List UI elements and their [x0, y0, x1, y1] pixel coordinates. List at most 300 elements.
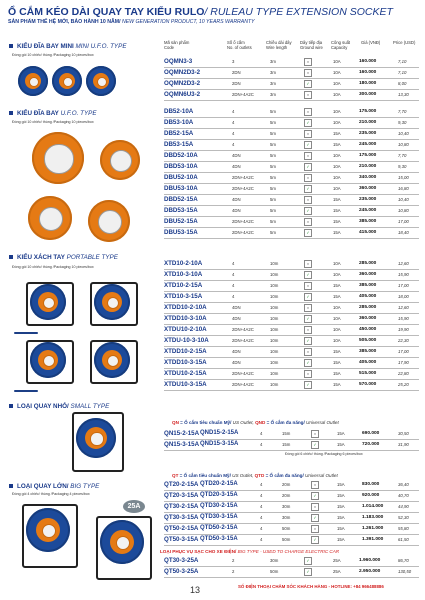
price-vnd: 1.261.000 [362, 526, 384, 531]
legend-text-qn: = Ổ cắm tiêu chuẩn Mỹ/ [178, 420, 232, 425]
wire-length: 20m [282, 493, 291, 498]
price-usd: 25,20 [398, 382, 409, 387]
wire-length: 30m [270, 558, 279, 563]
price-usd: 10,40 [398, 197, 409, 202]
price-vnd: 505.000 [359, 338, 377, 343]
price-vnd: 340.000 [359, 175, 377, 180]
ground-wire-mark: ✓ [304, 293, 312, 301]
ground-wire-mark: ✓ [311, 514, 319, 522]
product-code: QT50-3-15A [164, 536, 199, 543]
header-capacity: Công suất Capacity [331, 40, 351, 50]
bullet-icon [9, 111, 13, 115]
capacity: 10A [333, 164, 341, 169]
ground-wire-mark: ○ [304, 218, 312, 226]
wire-length: 10m [270, 371, 279, 376]
small-pack: Đóng gói 6 chiếc/ thùng /Packaging 6 pieces/box [285, 452, 363, 456]
product-code: DBD53-15A [164, 207, 198, 214]
price-usd: 7,10 [398, 59, 407, 64]
wire-length: 5m [270, 219, 276, 224]
wire-length: 10m [270, 382, 279, 387]
product-code: DBD52-15A [164, 196, 198, 203]
product-code-universal: QND15-2-15A [200, 430, 239, 436]
price-usd: 17,00 [398, 349, 409, 354]
section-mini-en: MINI U.F.O. TYPE [73, 43, 127, 50]
small-legend-note [172, 420, 339, 425]
capacity: 10A [333, 175, 341, 180]
price-vnd: 1.960.000 [359, 558, 381, 563]
section-ufo-title [9, 110, 97, 117]
price-vnd: 285.000 [359, 305, 377, 310]
outlet-count: 4DN [232, 360, 241, 365]
product-image-mini-reel [18, 66, 48, 96]
bullet-icon [9, 484, 13, 488]
price-usd: 8,00 [398, 81, 407, 86]
page-number: 13 [190, 585, 201, 595]
legend-text-qtd: = Ổ cắm đa năng/ [264, 473, 304, 478]
product-code: QT30-2-15A [164, 503, 199, 510]
legend-en-qtd: Universal Outlet [303, 473, 338, 478]
product-code: DBU52-15A [164, 218, 198, 225]
legend-en-qt: US Outlet, [230, 473, 255, 478]
wire-length: 5m [270, 120, 276, 125]
price-vnd: 2.950.000 [359, 569, 381, 574]
product-code: DBU53-15A [164, 229, 198, 236]
product-code: OQMN6U3-2 [164, 91, 201, 98]
outlet-count: 2DN+4A2C [232, 327, 254, 332]
outlet-count: 4DN [232, 153, 241, 158]
big-legend-note [172, 473, 338, 478]
table-row [164, 566, 419, 578]
price-usd: 44,90 [398, 504, 409, 509]
bullet-icon [9, 44, 13, 48]
price-usd: 40,70 [398, 493, 409, 498]
product-code: XTDD10-3-15A [164, 359, 207, 366]
product-code: XTD10-3-10A [164, 271, 203, 278]
page-title [8, 6, 393, 18]
capacity: 15A [333, 230, 341, 235]
price-vnd: 175.000 [359, 109, 377, 114]
section-portable-title [9, 254, 118, 261]
capacity: 15A [333, 219, 341, 224]
price-usd: 12,60 [398, 305, 409, 310]
table-row [164, 439, 419, 451]
legend-key-qn: QN [172, 420, 179, 425]
bullet-icon [9, 255, 13, 259]
capacity: 15A [333, 142, 341, 147]
price-vnd: 1.391.000 [362, 537, 384, 542]
product-code: OQMN2D3-2 [164, 69, 201, 76]
product-code: QN15-2-15A [164, 430, 200, 437]
price-vnd: 210.000 [359, 164, 377, 169]
price-usd: 16,80 [398, 186, 409, 191]
capacity: 10A [333, 59, 341, 64]
price-vnd: 405.000 [359, 294, 377, 299]
product-image-big-reel [100, 520, 144, 564]
product-code: DBU53-10A [164, 185, 198, 192]
product-code: QT30-3-25A [164, 557, 199, 564]
ground-wire-mark: ✓ [304, 557, 312, 565]
outlet-count: 2DN [232, 81, 241, 86]
ground-wire-mark: ✓ [304, 271, 312, 279]
ground-wire-mark: ✓ [311, 441, 319, 449]
price-vnd: 405.000 [359, 360, 377, 365]
capacity: 10A [333, 92, 341, 97]
capacity: 10A [333, 81, 341, 86]
product-code: QT50-2-15A [164, 525, 199, 532]
outlet-count: 4 [232, 131, 235, 136]
outlet-count: 3 [232, 59, 235, 64]
product-image-small-reel [76, 418, 116, 458]
wire-length: 3m [270, 81, 276, 86]
ground-wire-mark: ○ [304, 69, 312, 77]
ground-wire-mark: ✓ [304, 568, 312, 576]
capacity: 15A [337, 482, 345, 487]
ground-wire-mark: ○ [304, 260, 312, 268]
capacity: 10A [333, 316, 341, 321]
product-code: QT20-3-15A [164, 492, 199, 499]
legend-en-qnd: Universal Outlet [304, 420, 339, 425]
wire-length: 10m [270, 327, 279, 332]
title-vi: Ổ CẮM KÉO DÀI QUAY TAY KIỂU RULO [8, 6, 205, 18]
price-usd: 61,50 [398, 537, 409, 542]
price-vnd: 385.000 [359, 349, 377, 354]
ground-wire-mark: ✓ [304, 315, 312, 323]
subtitle-vi: SẢN PHẨM THẾ HỆ MỚI, BẢO HÀNH 10 NĂM/ [8, 19, 121, 25]
section-portable-vi: KIỂU XÁCH TAY [17, 254, 65, 261]
ground-wire-mark: ✓ [304, 119, 312, 127]
subtitle-en: NEW GENERATION PRODUCT, 10 YEARS WARRANTY [120, 19, 255, 25]
section-small-en: SMALL TYPE [68, 403, 110, 410]
price-vnd: 385.000 [359, 219, 377, 224]
legend-key-qtd: QTD [254, 473, 265, 478]
header-length: Chiều dài dây Wire length [266, 40, 292, 50]
ground-wire-mark: ○ [304, 152, 312, 160]
price-vnd: 175.000 [359, 153, 377, 158]
capacity: 10A [333, 109, 341, 114]
ground-wire-mark: ○ [304, 196, 312, 204]
price-vnd: 300.000 [359, 92, 377, 97]
wire-length: 3m [270, 59, 276, 64]
price-usd: 36,40 [398, 482, 409, 487]
legend-en-qn: US Outlet, [231, 420, 256, 425]
section-mini-title [9, 43, 127, 50]
price-usd: 10,80 [398, 142, 409, 147]
price-usd: 17,90 [398, 360, 409, 365]
ev-title-en: BIG TYPE - USED TO CHARGE ELECTRIC CAR [236, 549, 340, 554]
product-code: XTDD10-2-15A [164, 348, 207, 355]
outlet-count: 2 [232, 558, 235, 563]
title-en: / RULEAU TYPE EXTENSION SOCKET [204, 6, 393, 18]
outlet-count: 4DN [232, 197, 241, 202]
ground-wire-mark: ✓ [304, 185, 312, 193]
product-image-ufo-reel [88, 200, 130, 242]
ev-title-vi: LOẠI PHỤC VỤ SẠC CHO XE ĐIỆN/ [160, 549, 237, 554]
section-portable-pack: Đóng gói 10 chiếc/ thùng /Packaging 10 pieces/box [12, 265, 94, 269]
outlet-count: 4 [260, 537, 263, 542]
wire-length: 10m [270, 338, 279, 343]
header-code: Mã sản phẩm Code [164, 40, 190, 50]
product-image-mini-reel [52, 66, 82, 96]
product-code: DB53-10A [164, 119, 194, 126]
wire-length: 50m [282, 537, 291, 542]
product-code: OQMN3-3 [164, 58, 193, 65]
wire-length: 20m [282, 482, 291, 487]
price-usd: 17,00 [398, 283, 409, 288]
section-big-pack: Đóng gói 4 chiếc/ thùng /Packaging 4 pieces/box [12, 492, 90, 496]
outlet-count: 4 [260, 526, 263, 531]
price-vnd: 180.000 [359, 81, 377, 86]
capacity: 10A [333, 186, 341, 191]
wire-length: 10m [270, 261, 279, 266]
capacity: 15A [337, 431, 345, 436]
wire-length: 5m [270, 208, 276, 213]
product-code: XTDD10-2-10A [164, 304, 207, 311]
product-code: XTD10-2-15A [164, 282, 203, 289]
capacity: 25A [333, 558, 341, 563]
product-code: DBD53-10A [164, 163, 198, 170]
product-code: XTDD10-3-10A [164, 315, 207, 322]
wire-length: 10m [270, 360, 279, 365]
section-portable-en: PORTABLE TYPE [64, 254, 118, 261]
outlet-count: 4DN [232, 305, 241, 310]
capacity: 15A [333, 283, 341, 288]
price-usd: 13,30 [398, 92, 409, 97]
product-code-universal: QTD50-3-15A [200, 536, 238, 542]
table-row [164, 534, 419, 546]
price-usd: 9,30 [398, 120, 407, 125]
product-image-mini-reel [86, 66, 116, 96]
price-usd: 86,70 [398, 558, 409, 563]
capacity: 10A [333, 153, 341, 158]
outlet-count: 4 [232, 294, 235, 299]
price-vnd: 830.000 [362, 482, 380, 487]
price-usd: 19,90 [398, 327, 409, 332]
header-vnd: Giá (VNĐ) [361, 40, 381, 45]
price-usd: 15,90 [398, 316, 409, 321]
table-row [164, 89, 419, 101]
price-usd: 55,80 [398, 526, 409, 531]
capacity: 10A [333, 272, 341, 277]
capacity: 15A [333, 349, 341, 354]
price-usd: 31,90 [398, 442, 409, 447]
product-code-universal: QTD30-3-15A [200, 514, 238, 520]
outlet-count: 2DN+4A2C [232, 371, 254, 376]
ground-wire-mark: ○ [304, 58, 312, 66]
capacity: 10A [333, 70, 341, 75]
price-vnd: 515.000 [359, 371, 377, 376]
product-code: DBD52-10A [164, 152, 198, 159]
price-usd: 12,60 [398, 261, 409, 266]
price-vnd: 720.000 [362, 442, 380, 447]
wire-length: 5m [270, 175, 276, 180]
wire-length: 50m [282, 526, 291, 531]
outlet-count: 2DN+4A2C [232, 219, 254, 224]
product-code: DB52-10A [164, 108, 194, 115]
outlet-count: 4 [232, 109, 235, 114]
section-small-title [9, 403, 109, 410]
ground-wire-mark: ○ [304, 108, 312, 116]
price-vnd: 1.183.000 [362, 515, 384, 520]
outlet-count: 4 [232, 120, 235, 125]
wire-length: 5m [270, 131, 276, 136]
section-mini-pack: Đóng gói 10 chiếc/ thùng /Packaging 10 pieces/box [12, 53, 94, 57]
ground-wire-mark: ○ [304, 348, 312, 356]
wire-length: 15m [282, 431, 291, 436]
product-code: DB52-15A [164, 130, 194, 137]
section-big-title [9, 483, 99, 490]
product-code-universal: QTD50-2-15A [200, 525, 238, 531]
outlet-count: 2DN+4A2C [232, 175, 254, 180]
capacity: 10A [333, 338, 341, 343]
product-code: XTDU10-2-15A [164, 370, 207, 377]
product-code: XTDU-10-3-10A [164, 337, 209, 344]
wire-length: 5m [270, 109, 276, 114]
price-vnd: 570.000 [359, 382, 377, 387]
product-image-big-reel [26, 508, 70, 552]
price-vnd: 360.000 [359, 272, 377, 277]
ground-wire-mark: ○ [304, 130, 312, 138]
wire-length: 3m [270, 70, 276, 75]
outlet-count: 4DN [232, 164, 241, 169]
legend-key-qt: QT [172, 473, 179, 478]
section-big-vi: LOẠI QUAY LỚN/ [17, 483, 69, 490]
wire-length: 10m [270, 316, 279, 321]
wire-length: 10m [270, 294, 279, 299]
ground-wire-mark: ✓ [304, 163, 312, 171]
ground-wire-mark: ○ [304, 282, 312, 290]
ground-wire-mark: ○ [304, 370, 312, 378]
price-vnd: 245.000 [359, 208, 377, 213]
outlet-count: 4 [232, 261, 235, 266]
price-vnd: 1.014.000 [362, 504, 384, 509]
price-vnd: 235.000 [359, 131, 377, 136]
ground-wire-mark: ✓ [304, 337, 312, 345]
capacity: 10A [333, 305, 341, 310]
price-vnd: 450.000 [359, 327, 377, 332]
price-usd: 7,70 [398, 153, 407, 158]
price-vnd: 285.000 [359, 261, 377, 266]
table-row [164, 379, 419, 391]
price-vnd: 415.000 [359, 230, 377, 235]
capacity: 15A [337, 526, 345, 531]
ground-wire-mark: ○ [304, 326, 312, 334]
ground-wire-mark: ✓ [304, 381, 312, 389]
product-code: XTDU10-2-10A [164, 326, 207, 333]
outlet-count: 2DN [232, 70, 241, 75]
ground-wire-mark: ○ [304, 174, 312, 182]
capacity: 15A [333, 197, 341, 202]
product-image-portable-reel [30, 342, 66, 378]
outlet-count: 2DN+4A2C [232, 382, 254, 387]
capacity: 15A [333, 208, 341, 213]
product-code: OQMN2D3-2 [164, 80, 201, 87]
section-ufo-vi: KIỂU ĐĨA BAY [17, 110, 59, 117]
wire-length: 50m [270, 569, 279, 574]
product-image-ufo-reel [28, 196, 72, 240]
price-usd: 10,80 [398, 208, 409, 213]
section-big-en: BIG TYPE [68, 483, 100, 490]
ground-wire-mark: ✓ [304, 207, 312, 215]
product-code: QN15-3-15A [164, 441, 200, 448]
product-image-portable-reel [94, 342, 130, 378]
product-code-universal: QTD30-2-15A [200, 503, 238, 509]
legend-text-qt: = Ổ cắm tiêu chuẩn Mỹ/ [178, 473, 231, 478]
wire-length: 5m [270, 186, 276, 191]
price-vnd: 245.000 [359, 142, 377, 147]
product-code-universal: QTD20-2-15A [200, 481, 238, 487]
section-mini-vi: KIỂU ĐĨA BAY MINI [17, 43, 74, 50]
product-code: QT20-2-15A [164, 481, 199, 488]
outlet-count: 4 [260, 493, 263, 498]
product-code-universal: QND15-3-15A [200, 441, 239, 447]
legend-text-qnd: = Ổ cắm đa năng/ [265, 420, 305, 425]
wire-length: 30m [282, 515, 291, 520]
cable-image [14, 332, 38, 334]
price-usd: 17,00 [398, 219, 409, 224]
price-usd: 15,00 [398, 175, 409, 180]
price-vnd: 160.000 [359, 59, 377, 64]
wire-length: 10m [270, 272, 279, 277]
ground-wire-mark: ○ [311, 503, 319, 511]
section-ufo-pack: Đóng gói 10 chiếc/ thùng /Packaging 10 pieces/box [12, 120, 94, 124]
header-ground: Dây tiếp địa Ground wire [300, 40, 323, 50]
bullet-icon [9, 404, 13, 408]
capacity: 15A [337, 537, 345, 542]
price-usd: 10,40 [398, 131, 409, 136]
product-code: QT50-3-25A [164, 568, 199, 575]
capacity: 10A [333, 120, 341, 125]
header-outlets: Số ổ cắm No. of outlets [227, 40, 252, 50]
price-vnd: 235.000 [359, 197, 377, 202]
outlet-count: 4 [260, 431, 263, 436]
price-vnd: 160.000 [359, 70, 377, 75]
wire-length: 5m [270, 153, 276, 158]
wire-length: 10m [270, 283, 279, 288]
capacity: 25A [333, 569, 341, 574]
outlet-count: 4DN [232, 349, 241, 354]
price-usd: 18,00 [398, 294, 409, 299]
outlet-count: 4 [232, 283, 235, 288]
ground-wire-mark: ✓ [304, 229, 312, 237]
wire-length: 30m [282, 504, 291, 509]
legend-key-qnd: QND [255, 420, 266, 425]
price-usd: 130,50 [398, 569, 412, 574]
wire-length: 5m [270, 197, 276, 202]
product-code: QT30-3-15A [164, 514, 199, 521]
cable-image [14, 390, 38, 392]
price-usd: 52,30 [398, 515, 409, 520]
ev-section-title [160, 549, 339, 554]
capacity: 15A [337, 493, 345, 498]
section-ufo-en: U.F.O. TYPE [58, 110, 97, 117]
price-vnd: 690.000 [362, 431, 380, 436]
price-usd: 15,90 [398, 272, 409, 277]
outlet-count: 4 [260, 482, 263, 487]
price-vnd: 360.000 [359, 316, 377, 321]
ground-wire-mark: ✓ [311, 492, 319, 500]
badge-25a: 25A [123, 500, 145, 513]
capacity: 10A [333, 261, 341, 266]
outlet-count: 4 [260, 515, 263, 520]
outlet-count: 4 [232, 142, 235, 147]
wire-length: 5m [270, 164, 276, 169]
wire-length: 10m [270, 305, 279, 310]
outlet-count: 4 [260, 442, 263, 447]
page-subtitle [8, 19, 255, 25]
ground-wire-mark: ✓ [304, 80, 312, 88]
outlet-count: 2DN+4A2C [232, 338, 254, 343]
price-usd: 9,30 [398, 164, 407, 169]
